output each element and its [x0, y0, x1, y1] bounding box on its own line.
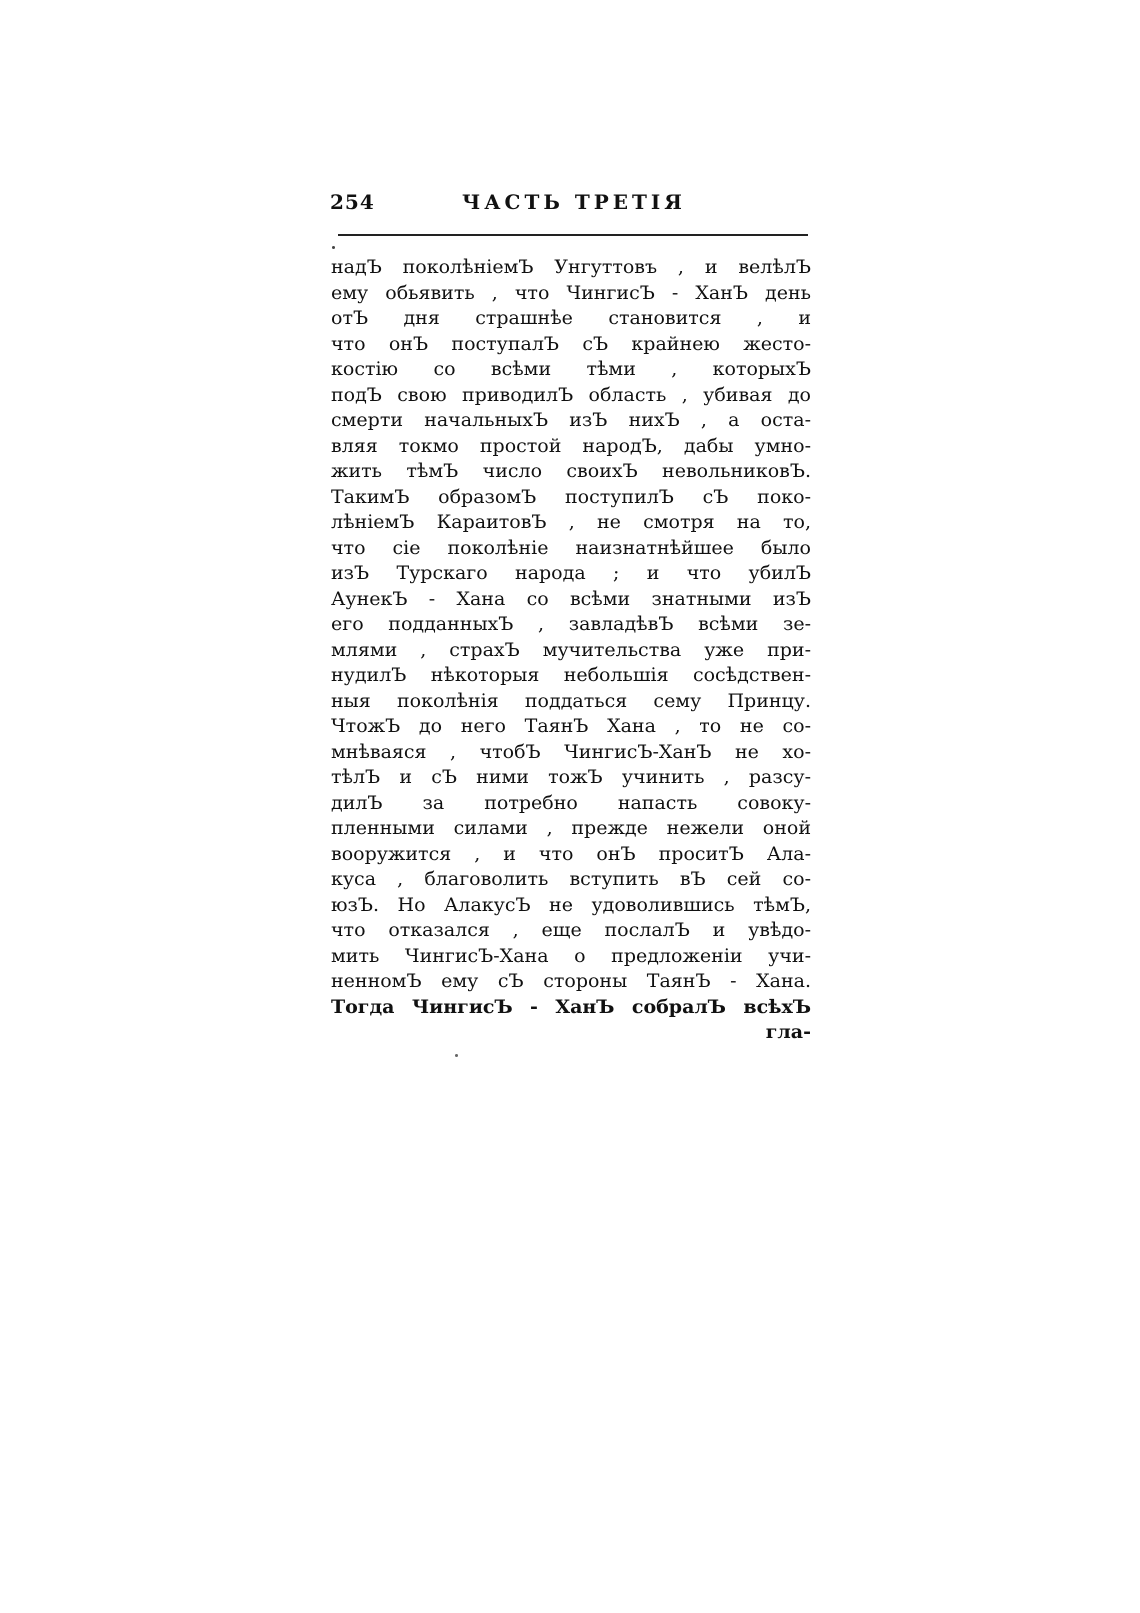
- stray-mark: [455, 1054, 458, 1057]
- text-line: ненномЪ ему сЪ стороны ТаянЪ - Хана.: [331, 970, 811, 992]
- text-line: что онЪ поступалЪ сЪ крайнею жесто-: [331, 332, 811, 355]
- text-line: тѣлЪ и сЪ ними тожЪ учинить , разсу-: [331, 766, 811, 788]
- catchword: гла-: [765, 1021, 811, 1043]
- page-number: 254: [330, 190, 375, 214]
- text-line: мнѣваяся , чтобЪ ЧингисЪ-ХанЪ не хо-: [331, 740, 811, 763]
- text-line: его подданныхЪ , завладѣвЪ всѣми зе-: [331, 613, 811, 635]
- text-line: ныя поколѣнія поддаться сему Принцу.: [331, 689, 811, 712]
- rule-dot: [332, 246, 335, 249]
- text-line: надЪ поколѣніемЪ Унгуттовъ , и велѣлЪ: [331, 256, 811, 278]
- text-line: нудилЪ нѣкоторыя небольшія сосѣдствен-: [331, 664, 811, 686]
- text-line: ТакимЪ образомЪ поступилЪ сЪ поко-: [331, 485, 811, 508]
- text-line: костію со всѣми тѣми , которыхЪ: [331, 358, 811, 380]
- section-title: ЧАСТЬ ТРЕТІЯ: [462, 190, 686, 214]
- text-line: Тогда ЧингисЪ - ХанЪ собралЪ всѣхЪ: [331, 995, 811, 1018]
- text-line: что отказался , еще послалЪ и увѣдо-: [331, 919, 811, 941]
- text-line: ему обьявить , что ЧингисЪ - ХанЪ день: [331, 281, 811, 304]
- text-line: вооружится , и что онЪ проситЪ Ала-: [331, 842, 811, 865]
- body-text: [331, 255, 811, 1046]
- text-line: АунекЪ - Хана со всѣми знатными изЪ: [331, 587, 811, 610]
- running-head: [330, 190, 810, 220]
- text-line: млями , страхЪ мучительства уже при-: [331, 638, 811, 661]
- text-line: смерти начальныхЪ изЪ нихЪ , а оста-: [331, 409, 811, 431]
- text-line: лѣніемЪ КараитовЪ , не смотря на то,: [331, 511, 811, 533]
- text-line: дилЪ за потребно напасть совоку-: [331, 791, 811, 814]
- header-rule: [338, 234, 808, 236]
- text-line: куса , благоволить вступить вЪ сей со-: [331, 868, 811, 890]
- text-line: что сіе поколѣніе наизнатнѣйшее было: [331, 536, 811, 559]
- text-line: изЪ Турскаго народа ; и что убилЪ: [331, 562, 811, 584]
- text-line: мить ЧингисЪ-Хана о предложеніи учи-: [331, 944, 811, 967]
- text-line: ЧтожЪ до него ТаянЪ Хана , то не со-: [331, 715, 811, 737]
- text-line: отЪ дня страшнѣе становится , и: [331, 307, 811, 329]
- text-line: жить тѣмЪ число своихЪ невольниковЪ.: [331, 460, 811, 482]
- text-line: пленными силами , прежде нежели оной: [331, 817, 811, 839]
- text-line: юзЪ. Но АлакусЪ не удоволившись тѣмЪ,: [331, 893, 811, 916]
- text-line: подЪ свою приводилЪ область , убивая до: [331, 383, 811, 406]
- text-line: вляя токмо простой народЪ, дабы умно-: [331, 434, 811, 457]
